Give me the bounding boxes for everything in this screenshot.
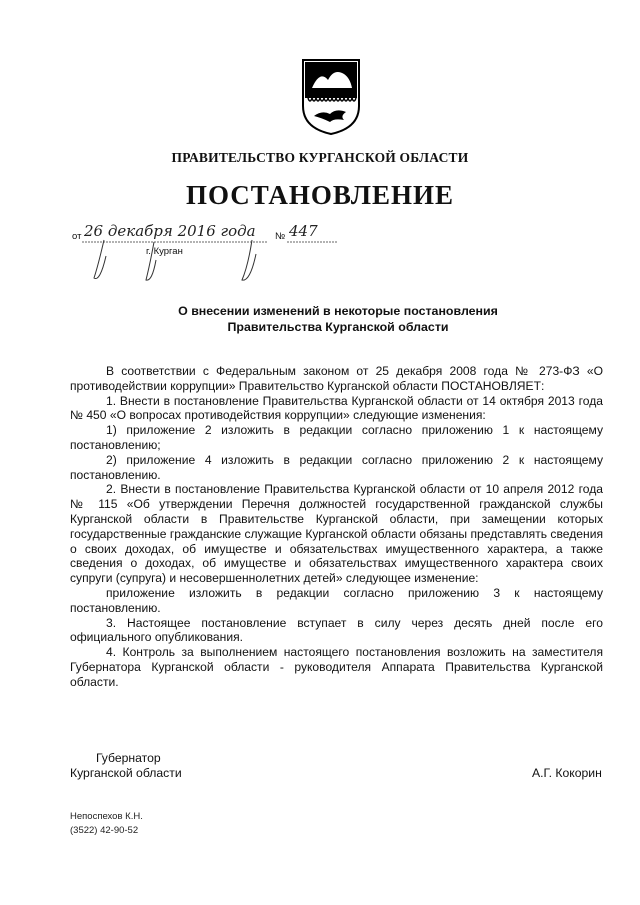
body-paragraph: 4. Контроль за выполнением настоящего постановления возложить на заместителя Губернатора Курганской области - руководителя Аппарата Правительства Курганской области. (70, 645, 603, 689)
government-name: ПРАВИТЕЛЬСТВО КУРГАНСКОЙ ОБЛАСТИ (171, 150, 469, 165)
document-subject (0, 303, 640, 335)
body-paragraph: 2. Внести в постановление Правительства Курганской области от 10 апреля 2012 года № 115 «Об утверждении Перечня должностей государственной гражданской службы Курганской области в Правительстве Курганской области, при замещении которых государственные гражданские служащие Курганской области обязаны представлять сведения о своих доходах, об имуществе и обязательствах имущественного характера, а также сведения о доходах, об имуществе и обязательствах имущественного характера своих супруги (супруга) и несовершеннолетних детей» следующее изменение: (70, 482, 603, 586)
executor-name: Непоспехов К.Н. (70, 811, 143, 822)
number-label: № (275, 231, 286, 242)
executor-phone: (3522) 42-90-52 (70, 825, 139, 836)
signatory-title-line-1: Губернатор (96, 751, 161, 765)
executor-info (70, 810, 143, 838)
subject-line-1: О внесении изменений в некоторые постановления (178, 304, 498, 318)
signatory-title (70, 751, 182, 781)
body-paragraph: 2) приложение 4 изложить в редакции согласно приложению 2 к настоящему постановлению. (70, 452, 603, 482)
signatory-title-line-2: Курганской области (70, 766, 182, 780)
subject-line-2: Правительства Курганской области (227, 320, 449, 334)
date-from-label: от (72, 231, 82, 242)
handwritten-flourishes (92, 236, 292, 282)
body-paragraph: 1) приложение 2 изложить в редакции согласно приложению 1 к настоящему постановлению; (70, 423, 603, 452)
date-number-line (72, 222, 412, 282)
signatory-name: А.Г. Кокорин (532, 766, 602, 780)
document-body (70, 364, 603, 690)
handwritten-date: 26 декабря 2016 года (84, 222, 256, 240)
number-underline (287, 238, 337, 246)
body-paragraph: 1. Внести в постановление Правительства Курганской области от 14 октября 2013 года № 450 «О вопросах противодействия коррупции» следующие изменения: (70, 393, 603, 423)
body-paragraph: приложение изложить в редакции согласно приложению 3 к настоящему постановлению. (70, 585, 603, 615)
body-paragraph: В соответствии с Федеральным законом от 25 декабря 2008 года № 273-ФЗ «О противодействии коррупции» Правительство Курганской области ПОСТАНОВЛЯЕТ: (70, 364, 603, 393)
handwritten-number: 447 (289, 222, 318, 240)
city-label: г. Курган (146, 246, 183, 257)
document-title: ПОСТАНОВЛЕНИЕ (185, 180, 455, 210)
body-paragraph: 3. Настоящее постановление вступает в силу через десять дней после его официального опубликования. (70, 615, 603, 645)
coat-of-arms-emblem (300, 58, 362, 136)
